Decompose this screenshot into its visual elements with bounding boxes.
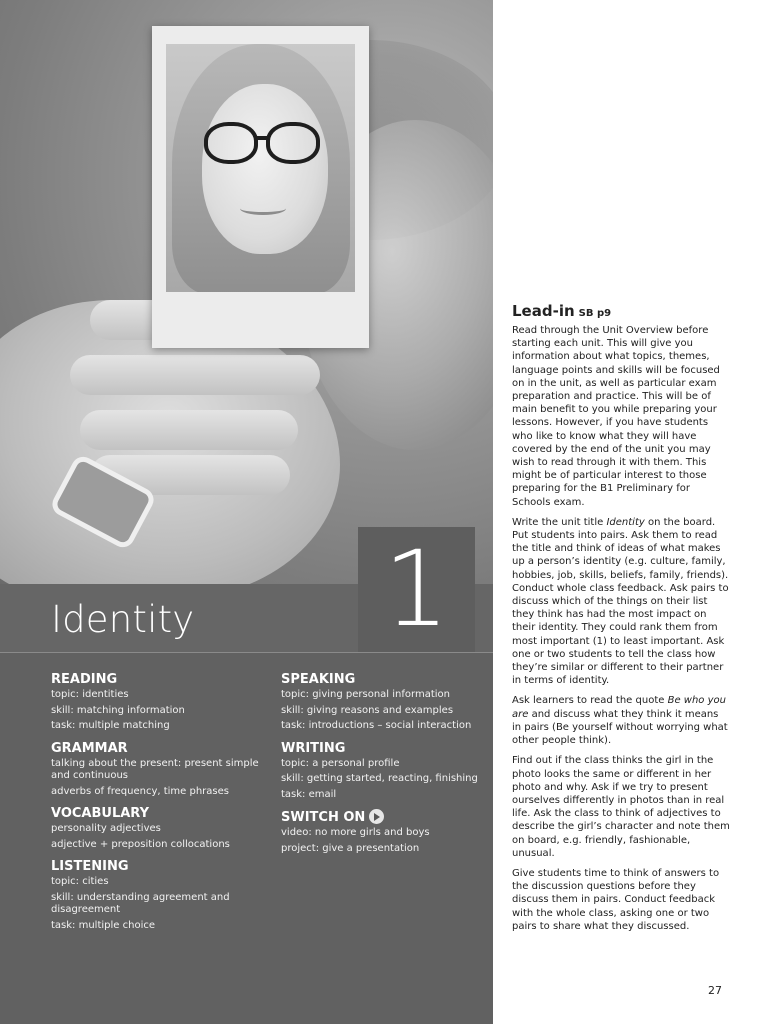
section-heading: GRAMMAR: [51, 740, 128, 756]
overview-section-speaking: [281, 672, 486, 733]
glasses-lens-left: [204, 122, 258, 164]
section-heading: LISTENING: [51, 859, 129, 874]
overview-line: topic: giving personal information: [281, 689, 450, 700]
overview-line: video: no more girls and boys: [281, 827, 430, 838]
overview-line: skill: getting started, reacting, finishing: [281, 773, 478, 784]
unit-number: 1: [383, 528, 450, 650]
section-heading: [281, 809, 486, 825]
overview-line: skill: understanding agreement and disagreement: [51, 891, 230, 915]
text-run: Ask learners to read the quote: [512, 695, 668, 707]
overview-line: adjective + preposition collocations: [51, 838, 230, 850]
play-icon[interactable]: [369, 809, 384, 824]
lead-in-heading: [512, 302, 730, 320]
finger-shape: [80, 410, 298, 450]
student-book-ref: SB p9: [578, 308, 612, 319]
text-run: and discuss what they think it means in pairs (Be yourself without worrying what other people think).: [512, 708, 728, 747]
notes-paragraph: Read through the Unit Overview before starting each unit. This will give you information about what topics, themes, language points and skills will be focused on in the unit, as well as particular exam preparation and practice. This will be of main benefit to you while preparing your lessons. However, if you have students who like to know what they will have covered by the end of the unit you may wish to read through it with them. This might be of particular interest to those preparing for the B1 Preliminary for Schools exam.: [512, 325, 720, 508]
page-number: 27: [708, 984, 722, 997]
unit-title: Identity: [51, 598, 195, 641]
finger-shape: [70, 355, 320, 395]
overview-section-switch-on: [281, 809, 486, 855]
portrait-face: [202, 84, 328, 254]
portrait-image: [166, 44, 355, 292]
polaroid-photo: [152, 26, 369, 348]
overview-line: task: introductions – social interaction: [281, 720, 472, 731]
quote-emphasis: Be who you are: [512, 695, 726, 720]
overview-section-vocabulary: [51, 806, 269, 851]
glasses-bridge: [254, 136, 270, 140]
overview-line: adverbs of frequency, time phrases: [51, 785, 229, 797]
overview-line: task: email: [281, 788, 337, 800]
glasses-lens-right: [266, 122, 320, 164]
overview-line: task: multiple matching: [51, 720, 170, 731]
notes-paragraph: Give students time to think of answers to the discussion questions before they discuss them in pairs. Conduct feedback with the whole class, asking one or two pairs to share what they discussed.: [512, 867, 720, 932]
portrait-mouth: [240, 202, 286, 215]
notes-paragraph: Find out if the class thinks the girl in the photo looks the same or different in her photo and why. Ask if we try to present ourselves differently in photos than in real life. Ask the class to think of adjectives to describe the girl’s character and note them on board, e.g. friendly, fashionable, unusual.: [512, 755, 730, 859]
unit-title-emphasis: Identity: [606, 516, 645, 528]
teacher-notes: [512, 302, 730, 940]
overview-section-grammar: [51, 741, 269, 799]
section-heading: WRITING: [281, 740, 346, 756]
overview-section-listening: [51, 859, 269, 932]
notes-paragraph: [512, 694, 730, 747]
overview-section-reading: [51, 672, 269, 733]
section-heading: VOCABULARY: [51, 806, 150, 821]
text-run: Write the unit title: [512, 516, 607, 528]
overview-line: talking about the present: present simple and continuous: [51, 757, 259, 781]
overview-line: topic: identities: [51, 689, 129, 700]
overview-line: topic: cities: [51, 876, 109, 887]
overview-line: personality adjectives: [51, 823, 161, 834]
lead-in-title: Lead-in: [512, 302, 575, 320]
overview-line: skill: giving reasons and examples: [281, 704, 454, 716]
unit-overview-column-1: [51, 672, 269, 940]
overview-line: topic: a personal profile: [281, 757, 400, 769]
overview-section-writing: [281, 741, 486, 802]
section-heading: SPEAKING: [281, 672, 356, 687]
cover-photo: [0, 0, 493, 590]
text-run: on the board. Put students into pairs. Ask them to read the title and think of ideas of what makes up a person’s identity (e.g. culture, family, hobbies, job, skills, beliefs, family, friends). Conduct whole class feedback. Ask pairs to discuss which of the things on their list they think has had the most impact on their identity. They could rank them from most important (1) to least important. Ask one or two students to tell the class how they’re similar or different to their partner in terms of identity.: [512, 516, 729, 687]
unit-overview-column-2: [281, 672, 486, 863]
overview-line: project: give a presentation: [281, 842, 420, 854]
switch-on-label: SWITCH ON: [281, 810, 366, 825]
section-heading: READING: [51, 672, 118, 687]
notes-paragraph: [512, 516, 730, 688]
overview-line: skill: matching information: [51, 704, 185, 716]
overview-line: task: multiple choice: [51, 919, 155, 931]
